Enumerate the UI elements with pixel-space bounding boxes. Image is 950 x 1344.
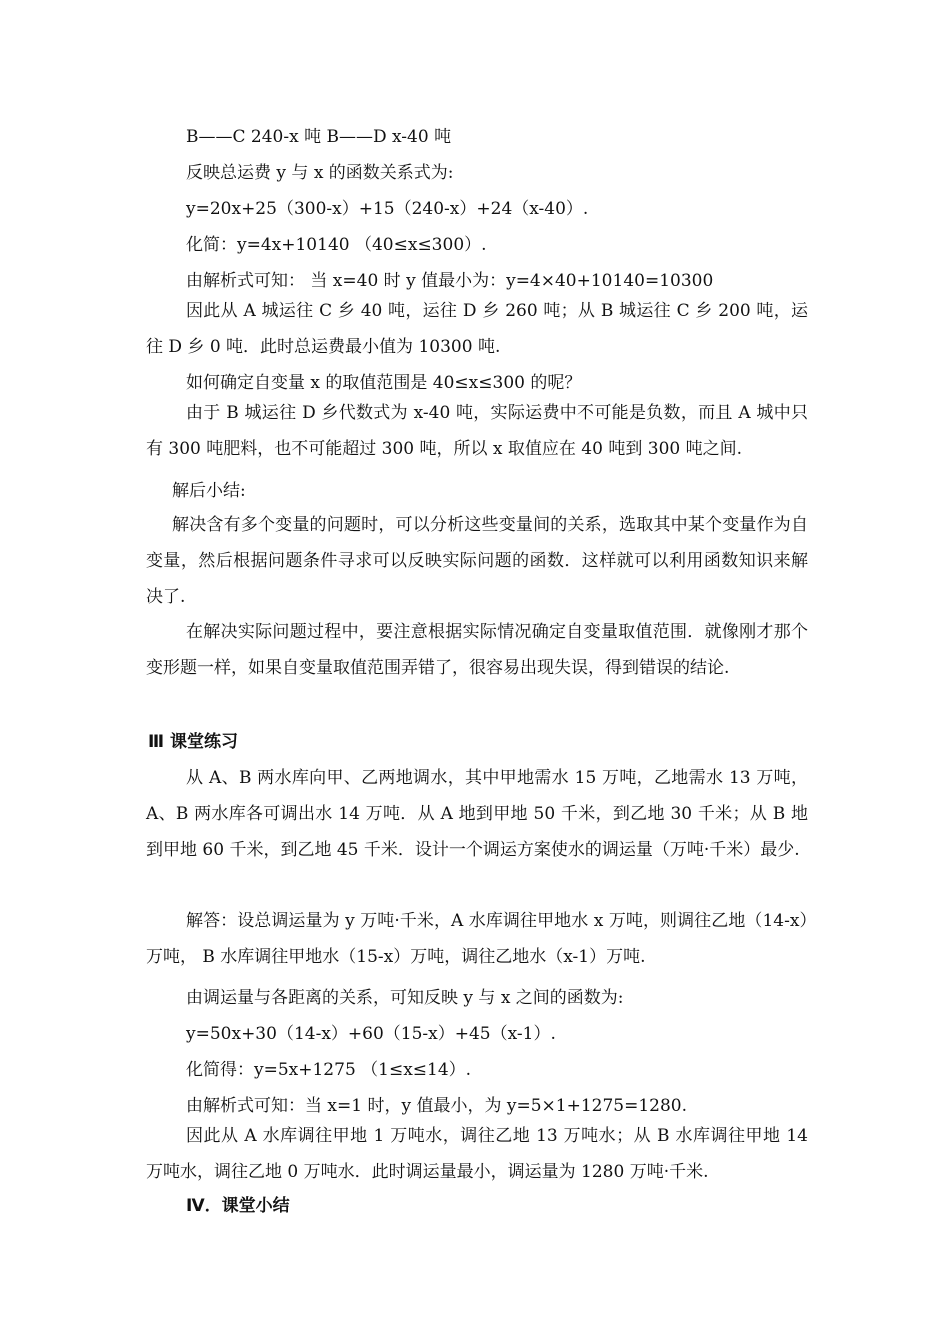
- simplified-formula: 化简：y=4x+10140 （40≤x≤300）.: [186, 235, 487, 255]
- section-title-practice: Ⅲ 课堂练习: [148, 732, 238, 752]
- answer-relation: 由调运量与各距离的关系，可知反映 y 与 x 之间的函数为:: [186, 988, 624, 1008]
- answer-setup-paragraph: 解答：设总调运量为 y 万吨·千米，A 水库调往甲地水 x 万吨，则调往乙地（14-x）万吨， B 水库调往甲地水（15-x）万吨，调往乙地水（x-1）万吨.: [146, 911, 808, 967]
- relation-intro: 反映总运费 y 与 x 的函数关系式为:: [186, 163, 454, 183]
- summary-label: 解后小结:: [172, 481, 246, 501]
- range-question: 如何确定自变量 x 的取值范围是 40≤x≤300 的呢？: [186, 373, 582, 393]
- section-title-summary: Ⅳ．课堂小结: [186, 1196, 290, 1216]
- answer-simplified: 化简得：y=5x+1275 （1≤x≤14）.: [186, 1060, 472, 1080]
- caution-paragraph: 在解决实际问题过程中，要注意根据实际情况确定自变量取值范围．就像刚才那个变形题一样，如果自变量取值范围弄错了，很容易出现失误，得到错误的结论.: [146, 622, 808, 678]
- summary-paragraph: 解决含有多个变量的问题时，可以分析这些变量间的关系，选取其中某个变量作为自变量，然后根据问题条件寻求可以反映实际问题的函数．这样就可以利用函数知识来解决了.: [146, 515, 808, 607]
- conclusion-paragraph: 因此从 A 城运往 C 乡 40 吨，运往 D 乡 260 吨；从 B 城运往 C 乡 200 吨，运往 D 乡 0 吨．此时总运费最小值为 10300 吨.: [146, 301, 808, 357]
- route-line: B——C 240-x 吨 B——D x-40 吨: [186, 127, 452, 147]
- exercise-paragraph: 从 A、B 两水库向甲、乙两地调水，其中甲地需水 15 万吨，乙地需水 13 万吨，A、B 两水库各可调出水 14 万吨．从 A 地到甲地 50 千米，到乙地 30 千米；从 B 地到甲地 60 千米，到乙地 45 千米．设计一个调运方案使水的调运量（万吨·千米）最少.: [146, 768, 808, 860]
- answer-min: 由解析式可知：当 x=1 时，y 值最小，为 y=5×1+1275=1280.: [186, 1096, 688, 1116]
- answer-conclusion-paragraph: 因此从 A 水库调往甲地 1 万吨水，调往乙地 13 万吨水；从 B 水库调往甲地 14 万吨水，调往乙地 0 万吨水．此时调运量最小，调运量为 1280 万吨·千米.: [146, 1126, 808, 1182]
- range-explanation: 由于 B 城运往 D 乡代数式为 x-40 吨，实际运费中不可能是负数，而且 A 城中只有 300 吨肥料，也不可能超过 300 吨，所以 x 取值应在 40 吨到 300 吨之间.: [146, 403, 808, 459]
- min-value-line: 由解析式可知： 当 x=40 时 y 值最小为：y=4×40+10140=10300: [186, 271, 714, 291]
- cost-formula: y=20x+25（300-x）+15（240-x）+24（x-40）.: [186, 199, 589, 219]
- answer-formula: y=50x+30（14-x）+60（15-x）+45（x-1）.: [186, 1024, 556, 1044]
